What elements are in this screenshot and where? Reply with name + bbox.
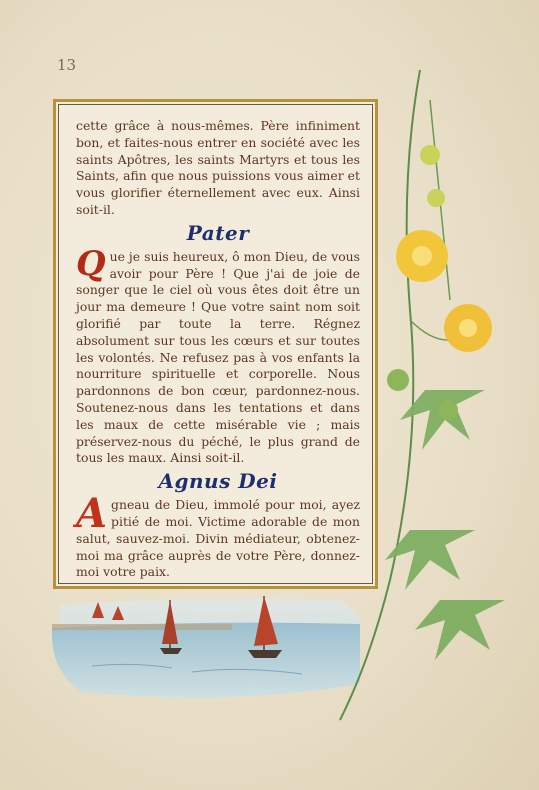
leaf-cluster — [385, 390, 505, 660]
agnus-heading: Agnus Dei — [158, 469, 278, 494]
agnus-body: gneau de Dieu, immolé pour moi, ayez pitié de moi. Victime adorable de mon salut, sauvez-moi. Divin médiateur, obtenez-moi ma grâce auprès de votre Père, donnez-moi votre paix. — [76, 497, 360, 580]
agnus-drop-cap: A — [76, 490, 108, 538]
flower-buds — [387, 145, 458, 420]
pater-drop-cap: Q — [76, 243, 106, 284]
pater-heading: Pater — [186, 220, 250, 245]
agnus-paragraph — [76, 490, 360, 581]
page-number: 13 — [57, 56, 77, 74]
flower-border-illustration — [330, 60, 539, 740]
intro-paragraph: cette grâce à nous-mêmes. Père infiniment bon, et faites-nous entrer en société avec les saints Apôtres, les saints Martyrs et tous les Saints, afin que nous puissions vous aimer et vous glorifier éternellement avec eux. Ainsi soit-il. — [76, 118, 360, 217]
prayer-text — [76, 118, 360, 581]
yellow-flower-right — [444, 304, 492, 352]
yellow-flower-top — [396, 230, 448, 282]
pater-paragraph — [76, 243, 360, 467]
seascape-illustration — [42, 588, 372, 718]
pater-body: ue je suis heureux, ô mon Dieu, de vous avoir pour Père ! Que j'ai de joie de songer que le ciel où vous êtes doit être un jour ma demeure ! Que votre saint nom soit glorifié par toute la terre. Régnez absolument sur tous les cœurs et sur toutes les volontés. Ne refusez pas à vos enfants la nourriture spirituelle et corporelle. Nous pardonnons de bon cœur, pardonnez-nous. Soutenez-nous dans les tentations et dans les maux de cette misérable vie ; mais préservez-nous du péché, le plus grand de tous les maux. Ainsi soit-il. — [76, 248, 360, 466]
